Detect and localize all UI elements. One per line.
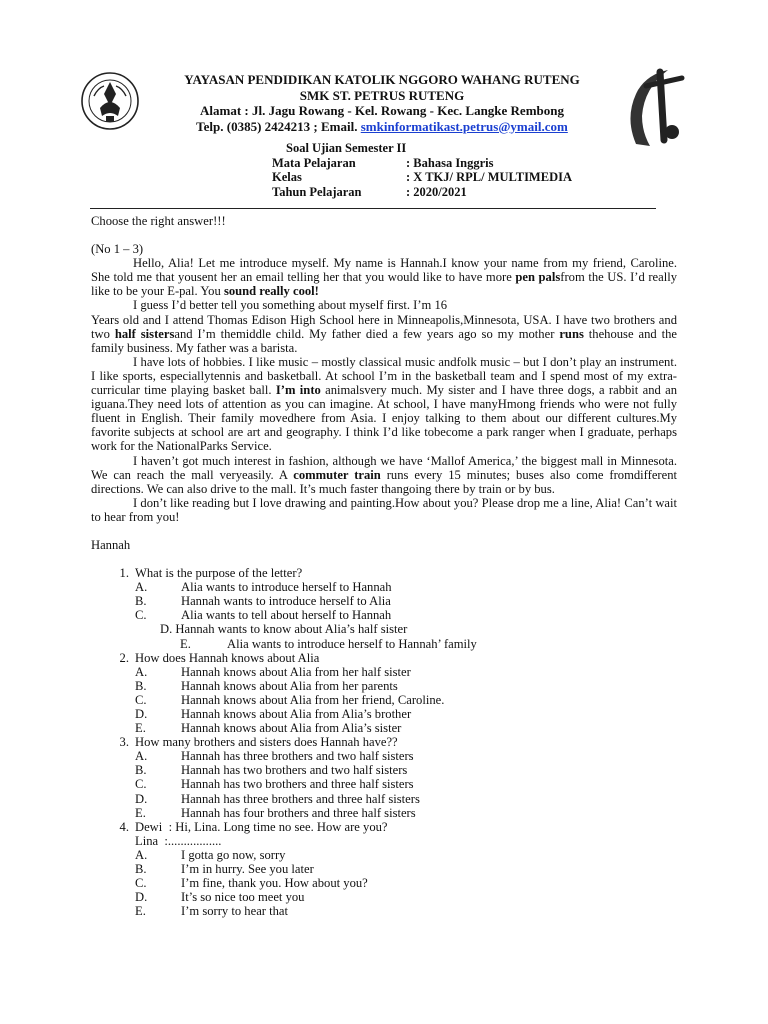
foundation-name: YAYASAN PENDIDIKAN KATOLIK NGGORO WAHANG RUTENG: [184, 72, 580, 87]
school-phone: Telp. (0385) 2424213 ; Email.: [196, 118, 358, 134]
dialog-row: [91, 834, 677, 848]
school-address: Alamat : Jl. Jagu Rowang - Kel. Rowang - Kec. Langke Rembong: [200, 103, 564, 118]
exam-info-label: Mata Pelajaran: [272, 155, 356, 170]
passage-paragraph: I have lots of hobbies. I like music – mostly classical music andfolk music – but I don’t play an instrument. I like sports, especiallytennis and basketball. At school I’m in the basketball team and I spend most of my extra-curricular time playing basket ball. I’m into animalsvery much. My sister and I have three dogs, a rabbit and an iguana.They need lots of attention as you can imagine. At school, I have manyHmong friends who were not fully fluent in English. Their family movedhere from Asia. I enjoy talking to them about our different cultures.My favorite subjects at school are art and geography. I think I’d like tobecome a park ranger when I graduate, perhaps work for the NationalParks Service.: [91, 354, 677, 454]
exam-info-value: : 2020/2021: [406, 184, 467, 199]
exam-title: Soal Ujian Semester II: [286, 141, 407, 155]
exam-info: [272, 141, 572, 199]
answer-option: E. Alia wants to introduce herself to Hannah’ family: [180, 636, 477, 651]
question-text: How does Hannah knows about Alia: [135, 650, 320, 665]
question-text: What is the purpose of the letter?: [135, 566, 303, 581]
header-divider: [90, 208, 656, 209]
passage-paragraph: I haven’t got much interest in fashion, although we have ‘Mallof America,’ the biggest mall in Minnesota. We can reach the mall veryeasily. A commuter train runs every 15 minutes; buses also come fromdifferent directions. We can also drive to the mall. It’s much faster thangoing there by train or by bus.: [91, 453, 677, 496]
passage-paragraph: I guess I’d better tell you something about myself first. I’m 16: [133, 298, 448, 313]
exam-content: [91, 214, 677, 918]
answer-option: D. It’s so nice too meet you: [135, 890, 305, 905]
question: 3. How many brothers and sisters does Hannah have??: [119, 735, 398, 750]
passage-paragraph: Hello, Alia! Let me introduce myself. My name is Hannah.I know your name from my friend, Caroline. She told me that yousent her an email telling her that you would like to have more pen palsfrom the US. I’d really like to be your E-pal. You sound really cool!: [91, 256, 678, 299]
answer-option: A. Hannah has three brothers and two half sisters: [135, 749, 414, 764]
school-emblem-logo: [80, 66, 140, 136]
answer-option: C. I’m fine, thank you. How about you?: [135, 876, 368, 891]
answer-option: C. Hannah has two brothers and three half sisters: [135, 777, 414, 792]
passage-range: (No 1 – 3): [91, 242, 144, 257]
passage-paragraph: Years old and I attend Thomas Edison High School here in Minneapolis,Minnesota, USA. I have two brothers and two half sistersand I’m themiddle child. My father died a few years ago so my mother runs thehouse and the family business. My father was a barista.: [91, 312, 678, 355]
school-contact: [140, 119, 624, 135]
answer-option: E. Hannah knows about Alia from Alia’s sister: [135, 721, 402, 736]
exam-info-value: : Bahasa Inggris: [406, 155, 494, 170]
dialog-line: :.................: [164, 833, 222, 848]
answer-option: E. I’m sorry to hear that: [135, 904, 289, 919]
exam-info-row: [272, 170, 572, 185]
dialog-speaker: Dewi: [135, 819, 163, 834]
school-letterhead: [140, 72, 624, 134]
exam-info-label: Kelas: [272, 170, 302, 184]
dialog-speaker: Lina: [135, 833, 159, 848]
answer-option: E. Hannah has four brothers and three half sisters: [135, 805, 416, 820]
exam-info-value: : X TKJ/ RPL/ MULTIMEDIA: [406, 170, 572, 184]
exam-info-row: [272, 156, 572, 171]
answer-option: B. Hannah has two brothers and two half sisters: [135, 763, 408, 778]
dialog-line: : Hi, Lina. Long time no see. How are you?: [168, 819, 388, 834]
answer-option: C. Alia wants to tell about herself to Hannah: [135, 608, 392, 623]
answer-option: D. Hannah knows about Alia from Alia’s brother: [135, 707, 412, 721]
answer-option: A. Hannah knows about Alia from her half sister: [135, 664, 411, 679]
answer-option: A. Alia wants to introduce herself to Hannah: [135, 580, 392, 595]
question: 4. Dewi : Hi, Lina. Long time no see. How are you?: [119, 819, 388, 834]
answer-option: D. Hannah wants to know about Alia’s half sister: [160, 622, 408, 637]
cross-emblem-logo: [622, 66, 688, 150]
answer-option: D. Hannah has three brothers and three half sisters: [135, 791, 420, 806]
question: 1. What is the purpose of the letter?: [119, 566, 303, 581]
answer-option: C. Hannah knows about Alia from her friend, Caroline.: [135, 692, 445, 707]
school-email-link[interactable]: smkinformatikast.petrus@ymail.com: [360, 118, 568, 134]
answer-option: B. I’m in hurry. See you later: [135, 862, 314, 877]
answer-option: B. Hannah knows about Alia from her parents: [135, 678, 398, 693]
exam-info-label: Tahun Pelajaran: [272, 184, 362, 199]
answer-option: B. Hannah wants to introduce herself to Alia: [135, 594, 391, 609]
letter-signature: Hannah: [91, 537, 131, 552]
question-text: How many brothers and sisters does Hannah have??: [135, 735, 398, 750]
passage-paragraph: I don’t like reading but I love drawing and painting.How about you? Please drop me a line, Alia! Can’t wait to hear from you!: [91, 495, 677, 524]
instruction: Choose the right answer!!!: [91, 214, 226, 228]
question: 2. How does Hannah knows about Alia: [119, 650, 320, 665]
school-name: SMK ST. PETRUS RUTENG: [299, 87, 465, 103]
answer-option: A. I gotta go now, sorry: [135, 847, 286, 862]
exam-info-row: [272, 185, 572, 200]
